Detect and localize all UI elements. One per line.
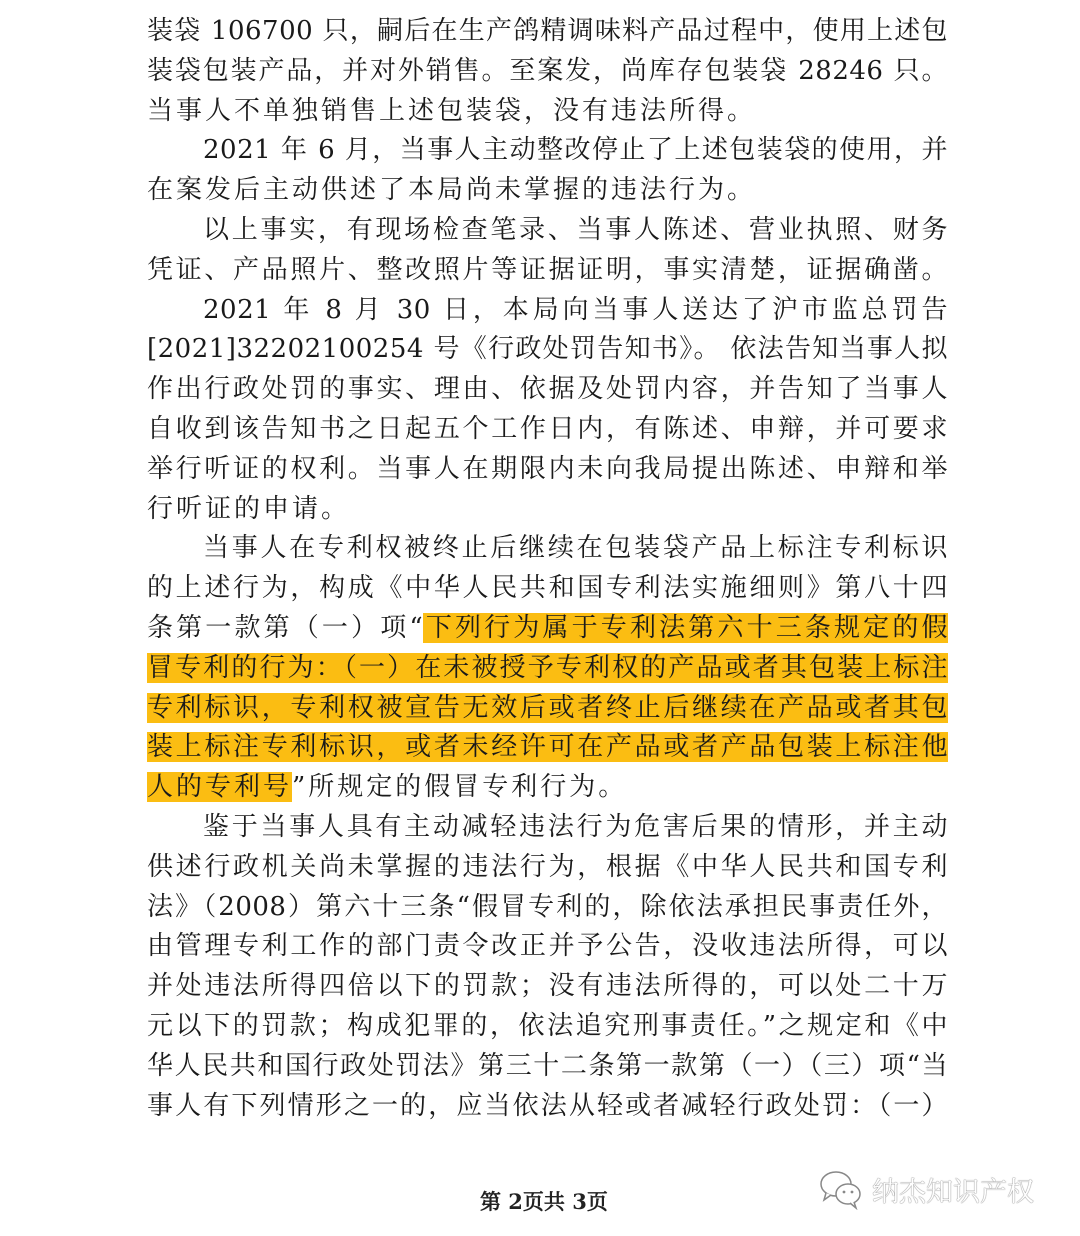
text-line: [147, 967, 948, 1007]
text-line: [147, 291, 948, 331]
text-line: [147, 529, 948, 569]
text-line: [147, 609, 948, 649]
text-line: [147, 569, 948, 609]
highlighted-text: 下列行为属于专利法第六十三条规定的假: [423, 612, 948, 643]
text-segment: 事人有下列情形之一的，应当依法从轻或者减轻行政处罚：（一）: [147, 1090, 948, 1121]
text-line: [147, 649, 948, 689]
text-segment: 的上述行为，构成《中华人民共和国专利法实施细则》第八十四: [147, 573, 948, 604]
highlighted-text: 人的专利号: [147, 772, 293, 803]
text-segment: 鉴于当事人具有主动减轻违法行为危害后果的情形，并主动: [203, 811, 948, 842]
text-segment: 举行听证的权利。当事人在期限内未向我局提出陈述、申辩和举: [147, 453, 948, 484]
text-line: [147, 888, 948, 928]
text-segment: 自收到该告知书之日起五个工作日内，有陈述、申辩，并可要求: [147, 413, 948, 444]
text-segment: 装袋包装产品，并对外销售。至案发，尚库存包装袋 28246 只。: [147, 55, 948, 86]
document-body: [147, 12, 948, 1126]
text-line: [147, 1047, 948, 1087]
text-line: [147, 12, 948, 52]
watermark: [818, 1168, 1034, 1210]
text-segment: 在案发后主动供述了本局尚未掌握的违法行为。: [147, 175, 757, 206]
text-line: [147, 689, 948, 729]
text-line: [147, 251, 948, 291]
text-line: [147, 848, 948, 888]
text-line: [147, 370, 948, 410]
text-segment: 供述行政机关尚未掌握的违法行为，根据《中华人民共和国专利: [147, 851, 948, 882]
text-line: [147, 131, 948, 171]
text-segment: ”所规定的假冒专利行为。: [292, 772, 628, 803]
text-line: [147, 1007, 948, 1047]
text-line: [147, 171, 948, 211]
text-segment: 当事人不单独销售上述包装袋，没有违法所得。: [147, 95, 757, 126]
text-line: [147, 768, 948, 808]
text-segment: 华人民共和国行政处罚法》第三十二条第一款第（一）（三）项“当: [147, 1050, 948, 1081]
wechat-icon: [818, 1168, 864, 1210]
text-segment: 凭证、产品照片、整改照片等证据证明，事实清楚，证据确凿。: [147, 254, 948, 285]
text-segment: 由管理专利工作的部门责令改正并予公告，没收违法所得，可以: [147, 931, 948, 962]
text-line: [147, 728, 948, 768]
highlighted-text: 冒专利的行为：（一）在未被授予专利权的产品或者其包装上标注: [147, 652, 948, 683]
highlighted-text: 装上标注专利标识，或者未经许可在产品或者产品包装上标注他: [147, 732, 948, 763]
text-segment: 作出行政处罚的事实、理由、依据及处罚内容，并告知了当事人: [147, 374, 948, 405]
text-line: [147, 410, 948, 450]
text-segment: 装袋 106700 只，嗣后在生产鸽精调味料产品过程中，使用上述包: [147, 16, 948, 46]
text-line: [147, 330, 948, 370]
text-segment: 法》（2008）第六十三条“假冒专利的，除依法承担民事责任外，: [147, 891, 948, 922]
text-segment: 条第一款第（一）项“: [147, 612, 424, 643]
text-segment: 2021 年 6 月，当事人主动整改停止了上述包装袋的使用，并: [203, 135, 948, 166]
text-line: [147, 927, 948, 967]
text-segment: 当事人在专利权被终止后继续在包装袋产品上标注专利标识: [203, 533, 948, 564]
text-line: [147, 808, 948, 848]
text-line: [147, 450, 948, 490]
text-segment: 行听证的申请。: [147, 493, 351, 524]
highlighted-text: 专利标识，专利权被宣告无效后或者终止后继续在产品或者其包: [147, 692, 948, 723]
text-line: [147, 92, 948, 132]
text-segment: 2021 年 8 月 30 日，本局向当事人送达了沪市监总罚告: [203, 294, 948, 325]
text-line: [147, 211, 948, 251]
page-indicator: 第 2页共 3页: [480, 1189, 608, 1214]
text-line: [147, 490, 948, 530]
text-segment: 元以下的罚款；构成犯罪的，依法追究刑事责任。”之规定和《中: [147, 1010, 948, 1041]
text-segment: 以上事实，有现场检查笔录、当事人陈述、营业执照、财务: [203, 214, 948, 245]
text-segment: [2021]32202100254 号《行政处罚告知书》。 依法告知当事人拟: [147, 334, 948, 365]
text-segment: 并处违法所得四倍以下的罚款；没有违法所得的，可以处二十万: [147, 971, 948, 1002]
watermark-text: 纳杰知识产权: [872, 1176, 1034, 1208]
text-line: [147, 52, 948, 92]
text-line: [147, 1087, 948, 1127]
